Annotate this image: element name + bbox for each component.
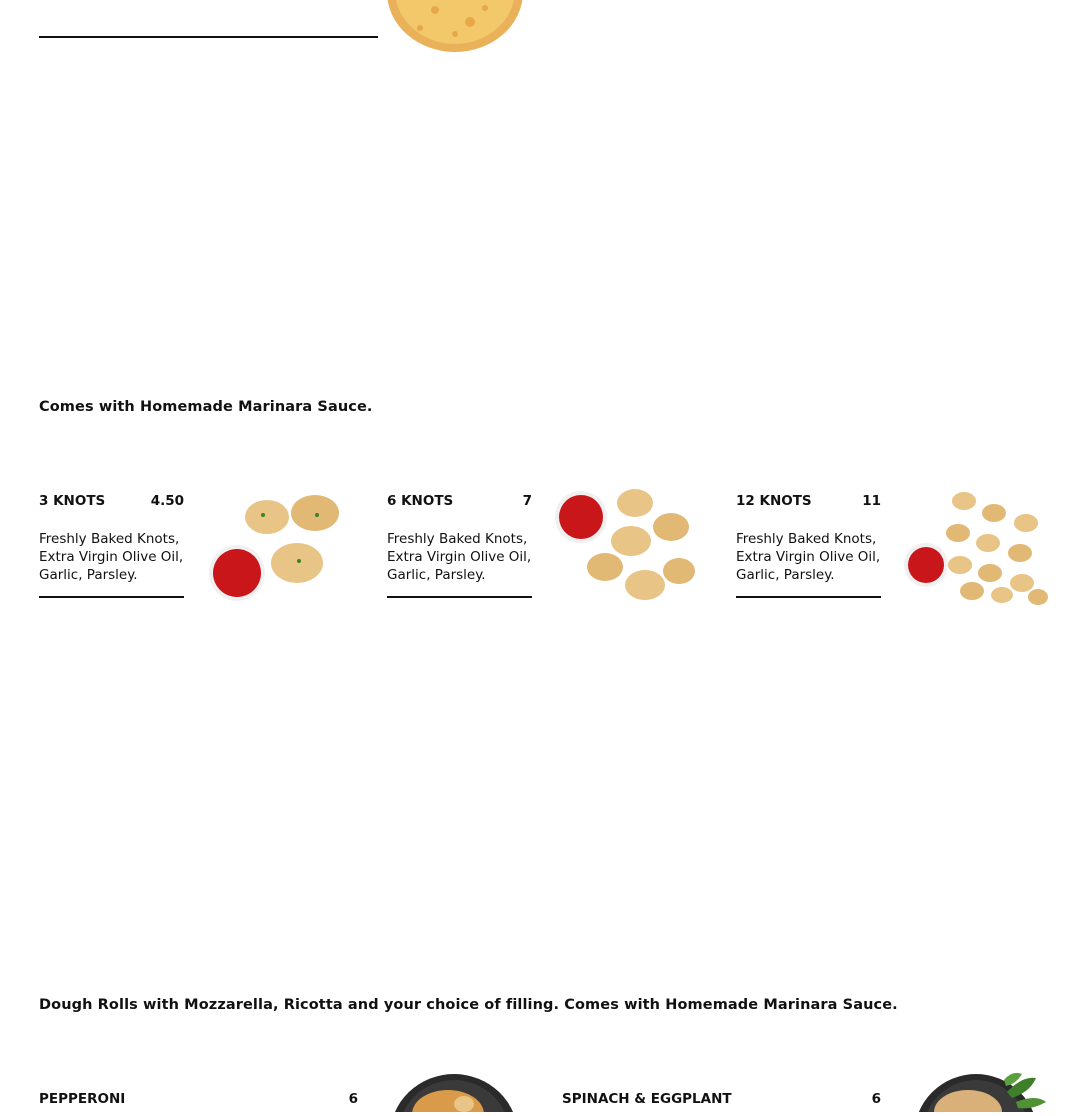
spinach-eggplant-roll-photo: [912, 1072, 1050, 1112]
garlic-knots-12-photo: [902, 487, 1052, 607]
item-price: 6: [348, 1091, 358, 1107]
garlic-knots-3-photo: [205, 485, 355, 605]
menu-item-6-knots[interactable]: [387, 493, 532, 599]
item-name: 12 KNOTS: [736, 493, 812, 509]
item-name: 6 KNOTS: [387, 493, 454, 509]
item-divider: [39, 596, 184, 598]
menu-item-3-knots[interactable]: [39, 493, 184, 599]
item-divider: [736, 596, 881, 598]
menu-item-12-knots[interactable]: [736, 493, 881, 599]
garlic-knots-6-photo: [553, 485, 703, 607]
pepperoni-roll-photo: [388, 1074, 520, 1112]
rolls-section-note: Dough Rolls with Mozzarella, Ricotta and your choice of filling. Comes with Homemade Marinara Sauce.: [39, 997, 898, 1013]
item-divider: [387, 596, 532, 598]
knots-section-note: Comes with Homemade Marinara Sauce.: [39, 399, 373, 415]
item-description: Freshly Baked Knots, Extra Virgin Olive Oil, Garlic, Parsley.: [39, 531, 184, 583]
item-description: Freshly Baked Knots, Extra Virgin Olive Oil, Garlic, Parsley.: [736, 531, 881, 583]
item-name: SPINACH & EGGPLANT: [562, 1091, 732, 1107]
menu-item-pepperoni-roll[interactable]: [39, 1091, 358, 1112]
item-name: PEPPERONI: [39, 1091, 126, 1107]
item-price: 6: [871, 1091, 881, 1107]
item-description: Freshly Baked Knots, Extra Virgin Olive Oil, Garlic, Parsley.: [387, 531, 532, 583]
item-price: 11: [862, 493, 881, 509]
top-item-divider: [39, 36, 378, 38]
item-price: 7: [522, 493, 532, 509]
cheese-pizza-photo: [385, 0, 525, 56]
item-price: 4.50: [150, 493, 184, 509]
menu-item-spinach-eggplant-roll[interactable]: [562, 1091, 881, 1112]
item-name: 3 KNOTS: [39, 493, 106, 509]
